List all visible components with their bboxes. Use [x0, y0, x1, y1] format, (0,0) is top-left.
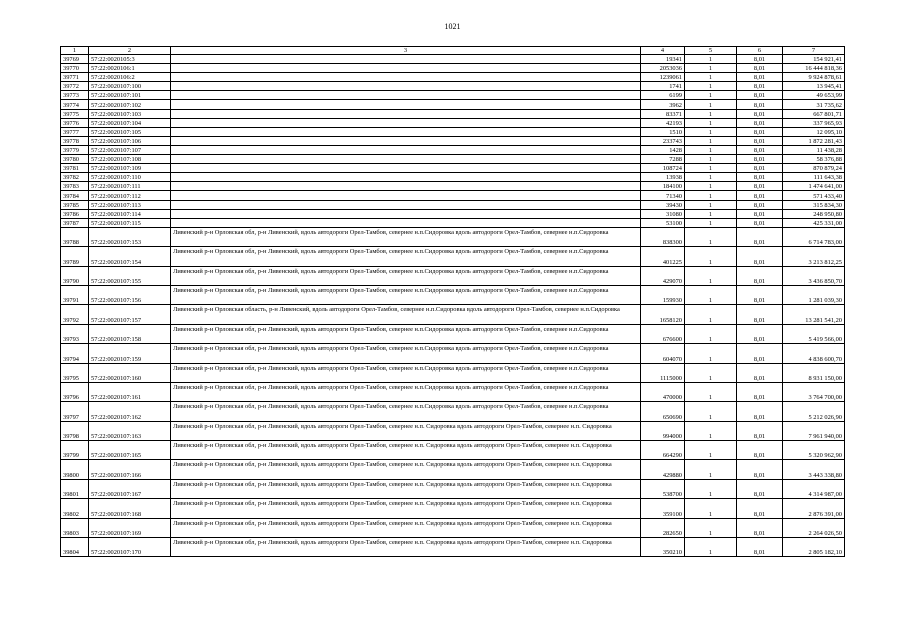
cadastral-number: 57:22:0020107:169 — [89, 518, 171, 537]
address-cell — [171, 55, 641, 64]
row-number: 39798 — [61, 421, 89, 440]
address-cell: Ливенский р-н Орловская обл, р-н Ливенский, вдоль автодороги Орел-Тамбов, севернее н.п.Сидоровка вдоль автодороги Орел-Тамбов, севернее н.п.Сидоровка — [171, 285, 641, 304]
rate-cell: 8,01 — [737, 109, 783, 118]
rate-cell: 8,01 — [737, 173, 783, 182]
row-number: 39793 — [61, 324, 89, 343]
row-number: 39787 — [61, 218, 89, 227]
column-header: 7 — [783, 47, 845, 55]
cost-cell: 49 653,99 — [783, 91, 845, 100]
area-cell: 71340 — [641, 191, 685, 200]
count-cell: 1 — [685, 363, 737, 382]
table-row — [61, 145, 845, 154]
table-row — [61, 136, 845, 145]
area-cell: 1428 — [641, 145, 685, 154]
rate-cell: 8,01 — [737, 227, 783, 246]
column-header: 2 — [89, 47, 171, 55]
table-row — [61, 227, 845, 246]
rate-cell: 8,01 — [737, 191, 783, 200]
table-row — [61, 100, 845, 109]
area-cell: 159930 — [641, 285, 685, 304]
cadastral-number: 57:22:0020107:104 — [89, 118, 171, 127]
cost-cell: 7 961 940,00 — [783, 421, 845, 440]
area-cell: 604070 — [641, 344, 685, 363]
table-row — [61, 191, 845, 200]
count-cell: 1 — [685, 305, 737, 324]
cost-cell: 1 872 281,43 — [783, 136, 845, 145]
rate-cell: 8,01 — [737, 266, 783, 285]
cadastral-number: 57:22:0020107:166 — [89, 460, 171, 479]
rate-cell: 8,01 — [737, 82, 783, 91]
area-cell: 470000 — [641, 382, 685, 401]
cadastral-number: 57:22:0020107:159 — [89, 344, 171, 363]
cadastral-number: 57:22:0020107:113 — [89, 200, 171, 209]
cadastral-number: 57:22:0020105:3 — [89, 55, 171, 64]
area-cell: 838300 — [641, 227, 685, 246]
cost-cell: 1 474 641,00 — [783, 182, 845, 191]
cadastral-number: 57:22:0020107:107 — [89, 145, 171, 154]
rate-cell: 8,01 — [737, 209, 783, 218]
cost-cell: 3 764 700,00 — [783, 382, 845, 401]
row-number: 39769 — [61, 55, 89, 64]
column-header: 4 — [641, 47, 685, 55]
column-header: 3 — [171, 47, 641, 55]
cadastral-number: 57:22:0020107:162 — [89, 402, 171, 421]
address-cell — [171, 209, 641, 218]
count-cell: 1 — [685, 100, 737, 109]
rate-cell: 8,01 — [737, 100, 783, 109]
rate-cell: 8,01 — [737, 421, 783, 440]
area-cell: 359100 — [641, 499, 685, 518]
area-cell: 6199 — [641, 91, 685, 100]
rate-cell: 8,01 — [737, 499, 783, 518]
address-cell: Ливенский р-н Орловская обл, р-н Ливенский, вдоль автодороги Орел-Тамбов, севернее н.п.Сидоровка вдоль автодороги Орел-Тамбов, севернее н.п.Сидоровка — [171, 382, 641, 401]
address-cell: Ливенский р-н Орловская обл, р-н Ливенский, вдоль автодороги Орел-Тамбов, севернее н.п.Сидоровка вдоль автодороги Орел-Тамбов, севернее н.п.Сидоровка — [171, 324, 641, 343]
cadastral-number: 57:22:0020107:108 — [89, 155, 171, 164]
address-cell: Ливенский р-н Орловская обл, р-н Ливенский, вдоль автодороги Орел-Тамбов, севернее н.п. Сидоровка вдоль автодороги Орел-Тамбов, севернее н.п. Сидоровка — [171, 421, 641, 440]
cadastral-number: 57:22:0020107:161 — [89, 382, 171, 401]
count-cell: 1 — [685, 285, 737, 304]
cadastral-number: 57:22:0020107:101 — [89, 91, 171, 100]
area-cell: 994000 — [641, 421, 685, 440]
cadastral-number: 57:22:0020107:112 — [89, 191, 171, 200]
address-cell — [171, 218, 641, 227]
cadastral-number: 57:22:0020107:110 — [89, 173, 171, 182]
cadastral-number: 57:22:0020107:167 — [89, 479, 171, 498]
cadastral-number: 57:22:0020107:158 — [89, 324, 171, 343]
table-row — [61, 402, 845, 421]
rate-cell: 8,01 — [737, 118, 783, 127]
area-cell: 538700 — [641, 479, 685, 498]
cost-cell: 870 879,24 — [783, 164, 845, 173]
cadastral-number: 57:22:0020107:163 — [89, 421, 171, 440]
count-cell: 1 — [685, 218, 737, 227]
count-cell: 1 — [685, 182, 737, 191]
column-header: 1 — [61, 47, 89, 55]
cadastral-number: 57:22:0020107:155 — [89, 266, 171, 285]
row-number: 39789 — [61, 247, 89, 266]
rate-cell: 8,01 — [737, 91, 783, 100]
count-cell: 1 — [685, 155, 737, 164]
rate-cell: 8,01 — [737, 402, 783, 421]
rate-cell: 8,01 — [737, 363, 783, 382]
row-number: 39782 — [61, 173, 89, 182]
cadastral-number: 57:22:0020107:165 — [89, 441, 171, 460]
count-cell: 1 — [685, 73, 737, 82]
table-row — [61, 285, 845, 304]
cost-cell: 315 834,30 — [783, 200, 845, 209]
area-cell: 42193 — [641, 118, 685, 127]
count-cell: 1 — [685, 441, 737, 460]
area-cell: 676600 — [641, 324, 685, 343]
cost-cell: 16 444 818,36 — [783, 64, 845, 73]
area-cell: 282650 — [641, 518, 685, 537]
rate-cell: 8,01 — [737, 55, 783, 64]
area-cell: 19341 — [641, 55, 685, 64]
count-cell: 1 — [685, 191, 737, 200]
row-number: 39797 — [61, 402, 89, 421]
rate-cell: 8,01 — [737, 441, 783, 460]
cost-cell: 425 331,00 — [783, 218, 845, 227]
row-number: 39781 — [61, 164, 89, 173]
count-cell: 1 — [685, 460, 737, 479]
area-cell: 1510 — [641, 127, 685, 136]
cadastral-number: 57:22:0020107:168 — [89, 499, 171, 518]
area-cell: 184100 — [641, 182, 685, 191]
table-row — [61, 82, 845, 91]
count-cell: 1 — [685, 382, 737, 401]
row-number: 39776 — [61, 118, 89, 127]
count-cell: 1 — [685, 109, 737, 118]
count-cell: 1 — [685, 127, 737, 136]
cadastral-number: 57:22:0020107:156 — [89, 285, 171, 304]
area-cell: 53100 — [641, 218, 685, 227]
rate-cell: 8,01 — [737, 324, 783, 343]
area-cell: 108724 — [641, 164, 685, 173]
cadastral-number: 57:22:0020107:157 — [89, 305, 171, 324]
table-row — [61, 73, 845, 82]
area-cell: 7288 — [641, 155, 685, 164]
address-cell — [171, 127, 641, 136]
row-number: 39800 — [61, 460, 89, 479]
cost-cell: 5 419 566,00 — [783, 324, 845, 343]
row-number: 39784 — [61, 191, 89, 200]
address-cell: Ливенский р-н Орловская обл, р-н Ливенский, вдоль автодороги Орел-Тамбов, севернее н.п.Сидоровка вдоль автодороги Орел-Тамбов, севернее н.п.Сидоровка — [171, 227, 641, 246]
address-cell: Ливенский р-н Орловская обл, р-н Ливенский, вдоль автодороги Орел-Тамбов, севернее н.п. Сидоровка вдоль автодороги Орел-Тамбов, севернее н.п. Сидоровка — [171, 441, 641, 460]
cadastral-number: 57:22:0020107:170 — [89, 538, 171, 557]
rate-cell: 8,01 — [737, 305, 783, 324]
row-number: 39774 — [61, 100, 89, 109]
area-cell: 429880 — [641, 460, 685, 479]
cost-cell: 4 314 987,00 — [783, 479, 845, 498]
cost-cell: 12 095,10 — [783, 127, 845, 136]
cadastral-number: 57:22:0020107:111 — [89, 182, 171, 191]
row-number: 39791 — [61, 285, 89, 304]
rate-cell: 8,01 — [737, 136, 783, 145]
rate-cell: 8,01 — [737, 64, 783, 73]
table-row — [61, 127, 845, 136]
table-row — [61, 441, 845, 460]
table-row — [61, 200, 845, 209]
address-cell: Ливенский р-н Орловская обл, р-н Ливенский, вдоль автодороги Орел-Тамбов, севернее н.п. Сидоровка вдоль автодороги Орел-Тамбов, севернее н.п. Сидоровка — [171, 479, 641, 498]
address-cell: Ливенский р-н Орловская обл, р-н Ливенский, вдоль автодороги Орел-Тамбов, севернее н.п.Сидоровка вдоль автодороги Орел-Тамбов, севернее н.п.Сидоровка — [171, 344, 641, 363]
cost-cell: 111 643,38 — [783, 173, 845, 182]
row-number: 39796 — [61, 382, 89, 401]
row-number: 39779 — [61, 145, 89, 154]
cost-cell: 31 735,62 — [783, 100, 845, 109]
row-number: 39803 — [61, 518, 89, 537]
row-number: 39794 — [61, 344, 89, 363]
rate-cell: 8,01 — [737, 538, 783, 557]
cost-cell: 2 805 182,10 — [783, 538, 845, 557]
table-row — [61, 266, 845, 285]
address-cell — [171, 136, 641, 145]
area-cell: 664290 — [641, 441, 685, 460]
address-cell — [171, 145, 641, 154]
count-cell: 1 — [685, 402, 737, 421]
count-cell: 1 — [685, 164, 737, 173]
address-cell: Ливенский р-н Орловская обл, р-н Ливенский, вдоль автодороги Орел-Тамбов, севернее н.п. Сидоровка вдоль автодороги Орел-Тамбов, севернее н.п. Сидоровка — [171, 538, 641, 557]
cadastral-number: 57:22:0020106:2 — [89, 73, 171, 82]
cost-cell: 571 433,40 — [783, 191, 845, 200]
rate-cell: 8,01 — [737, 344, 783, 363]
address-cell: Ливенский р-н Орловская обл, р-н Ливенский, вдоль автодороги Орел-Тамбов, севернее н.п. Сидоровка вдоль автодороги Орел-Тамбов, севернее н.п. Сидоровка — [171, 499, 641, 518]
table-row — [61, 247, 845, 266]
count-cell: 1 — [685, 136, 737, 145]
count-cell: 1 — [685, 91, 737, 100]
cadastral-number: 57:22:0020107:154 — [89, 247, 171, 266]
area-cell: 650690 — [641, 402, 685, 421]
table-header-row — [61, 47, 845, 55]
address-cell — [171, 109, 641, 118]
row-number: 39785 — [61, 200, 89, 209]
table-row — [61, 479, 845, 498]
column-header: 6 — [737, 47, 783, 55]
cost-cell: 154 921,41 — [783, 55, 845, 64]
row-number: 39802 — [61, 499, 89, 518]
area-cell: 3962 — [641, 100, 685, 109]
rate-cell: 8,01 — [737, 518, 783, 537]
cost-cell: 8 931 150,00 — [783, 363, 845, 382]
count-cell: 1 — [685, 200, 737, 209]
address-cell: Ливенский р-н Орловская обл, р-н Ливенский, вдоль автодороги Орел-Тамбов, севернее н.п.Сидоровка вдоль автодороги Орел-Тамбов, севернее н.п.Сидоровка — [171, 363, 641, 382]
rate-cell: 8,01 — [737, 218, 783, 227]
table-row — [61, 209, 845, 218]
cost-cell: 4 838 600,70 — [783, 344, 845, 363]
cadastral-number: 57:22:0020107:105 — [89, 127, 171, 136]
cadastral-number: 57:22:0020107:109 — [89, 164, 171, 173]
cost-cell: 337 965,93 — [783, 118, 845, 127]
table-row — [61, 155, 845, 164]
rate-cell: 8,01 — [737, 155, 783, 164]
cost-cell: 5 212 026,90 — [783, 402, 845, 421]
address-cell — [171, 182, 641, 191]
area-cell: 233743 — [641, 136, 685, 145]
count-cell: 1 — [685, 499, 737, 518]
cost-cell: 9 924 878,61 — [783, 73, 845, 82]
count-cell: 1 — [685, 344, 737, 363]
count-cell: 1 — [685, 479, 737, 498]
cost-cell: 5 320 962,90 — [783, 441, 845, 460]
row-number: 39780 — [61, 155, 89, 164]
rate-cell: 8,01 — [737, 73, 783, 82]
rate-cell: 8,01 — [737, 382, 783, 401]
cost-cell: 248 950,80 — [783, 209, 845, 218]
rate-cell: 8,01 — [737, 479, 783, 498]
address-cell — [171, 118, 641, 127]
address-cell — [171, 191, 641, 200]
rate-cell: 8,01 — [737, 145, 783, 154]
page-number: 1021 — [444, 22, 461, 31]
table-row — [61, 109, 845, 118]
address-cell — [171, 91, 641, 100]
table-row — [61, 182, 845, 191]
row-number: 39792 — [61, 305, 89, 324]
table-row — [61, 363, 845, 382]
table-row — [61, 421, 845, 440]
rate-cell: 8,01 — [737, 127, 783, 136]
address-cell: Ливенский р-н Орловская обл, р-н Ливенский, вдоль автодороги Орел-Тамбов, севернее н.п.Сидоровка вдоль автодороги Орел-Тамбов, севернее н.п.Сидоровка — [171, 247, 641, 266]
table-row — [61, 460, 845, 479]
cost-cell: 13 945,41 — [783, 82, 845, 91]
count-cell: 1 — [685, 145, 737, 154]
table-row — [61, 344, 845, 363]
row-number: 39790 — [61, 266, 89, 285]
area-cell: 1115000 — [641, 363, 685, 382]
count-cell: 1 — [685, 55, 737, 64]
cadastral-number: 57:22:0020107:100 — [89, 82, 171, 91]
address-cell: Ливенский р-н Орловская обл, р-н Ливенский, вдоль автодороги Орел-Тамбов, севернее н.п. Сидоровка вдоль автодороги Орел-Тамбов, севернее н.п. Сидоровка — [171, 518, 641, 537]
row-number: 39773 — [61, 91, 89, 100]
area-cell: 401225 — [641, 247, 685, 266]
address-cell: Ливенский р-н Орловская обл, р-н Ливенский, вдоль автодороги Орел-Тамбов, севернее н.п. Сидоровка вдоль автодороги Орел-Тамбов, севернее н.п. Сидоровка — [171, 460, 641, 479]
land-register-table — [60, 46, 845, 557]
cadastral-number: 57:22:0020107:114 — [89, 209, 171, 218]
rate-cell: 8,01 — [737, 247, 783, 266]
cost-cell: 2 264 026,50 — [783, 518, 845, 537]
table-row — [61, 324, 845, 343]
row-number: 39770 — [61, 64, 89, 73]
table-row — [61, 173, 845, 182]
cost-cell: 2 876 391,00 — [783, 499, 845, 518]
table-row — [61, 218, 845, 227]
count-cell: 1 — [685, 209, 737, 218]
table-row — [61, 55, 845, 64]
row-number: 39775 — [61, 109, 89, 118]
rate-cell: 8,01 — [737, 460, 783, 479]
address-cell — [171, 73, 641, 82]
area-cell: 13938 — [641, 173, 685, 182]
cost-cell: 6 714 783,00 — [783, 227, 845, 246]
cadastral-number: 57:22:0020107:160 — [89, 363, 171, 382]
address-cell — [171, 164, 641, 173]
count-cell: 1 — [685, 247, 737, 266]
cadastral-number: 57:22:0020106:1 — [89, 64, 171, 73]
cadastral-number: 57:22:0020107:106 — [89, 136, 171, 145]
address-cell — [171, 82, 641, 91]
table-row — [61, 382, 845, 401]
address-cell: Ливенский р-н Орловская область, р-н Ливенский, вдоль автодороги Орел-Тамбов, севернее н.п.Сидоровка вдоль автодороги Орел-Тамбов, севернее н.п.Сидоровка — [171, 305, 641, 324]
row-number: 39801 — [61, 479, 89, 498]
count-cell: 1 — [685, 227, 737, 246]
cost-cell: 1 281 039,30 — [783, 285, 845, 304]
rate-cell: 8,01 — [737, 182, 783, 191]
area-cell: 83371 — [641, 109, 685, 118]
cost-cell: 3 443 338,80 — [783, 460, 845, 479]
table-row — [61, 64, 845, 73]
rate-cell: 8,01 — [737, 285, 783, 304]
table-row — [61, 518, 845, 537]
row-number: 39778 — [61, 136, 89, 145]
row-number: 39786 — [61, 209, 89, 218]
address-cell — [171, 173, 641, 182]
address-cell — [171, 100, 641, 109]
area-cell: 429070 — [641, 266, 685, 285]
area-cell: 2053036 — [641, 64, 685, 73]
cost-cell: 667 801,71 — [783, 109, 845, 118]
row-number: 39783 — [61, 182, 89, 191]
count-cell: 1 — [685, 266, 737, 285]
count-cell: 1 — [685, 64, 737, 73]
table-row — [61, 305, 845, 324]
cost-cell: 11 438,28 — [783, 145, 845, 154]
rate-cell: 8,01 — [737, 164, 783, 173]
address-cell: Ливенский р-н Орловская обл, р-н Ливенский, вдоль автодороги Орел-Тамбов, севернее н.п.Сидоровка вдоль автодороги Орел-Тамбов, севернее н.п.Сидоровка — [171, 266, 641, 285]
table-row — [61, 499, 845, 518]
address-cell — [171, 155, 641, 164]
count-cell: 1 — [685, 421, 737, 440]
area-cell: 1239061 — [641, 73, 685, 82]
cost-cell: 13 281 541,20 — [783, 305, 845, 324]
row-number: 39788 — [61, 227, 89, 246]
table-row — [61, 118, 845, 127]
count-cell: 1 — [685, 324, 737, 343]
count-cell: 1 — [685, 538, 737, 557]
table-row — [61, 538, 845, 557]
address-cell — [171, 200, 641, 209]
cadastral-number: 57:22:0020107:115 — [89, 218, 171, 227]
row-number: 39772 — [61, 82, 89, 91]
count-cell: 1 — [685, 518, 737, 537]
area-cell: 1658120 — [641, 305, 685, 324]
cadastral-number: 57:22:0020107:103 — [89, 109, 171, 118]
row-number: 39777 — [61, 127, 89, 136]
area-cell: 1741 — [641, 82, 685, 91]
area-cell: 31080 — [641, 209, 685, 218]
area-cell: 350210 — [641, 538, 685, 557]
table-row — [61, 91, 845, 100]
rate-cell: 8,01 — [737, 200, 783, 209]
address-cell: Ливенский р-н Орловская обл, р-н Ливенский, вдоль автодороги Орел-Тамбов, севернее н.п.Сидоровка вдоль автодороги Орел-Тамбов, севернее н.п.Сидоровка — [171, 402, 641, 421]
row-number: 39771 — [61, 73, 89, 82]
cost-cell: 3 436 850,70 — [783, 266, 845, 285]
area-cell: 39430 — [641, 200, 685, 209]
row-number: 39804 — [61, 538, 89, 557]
row-number: 39795 — [61, 363, 89, 382]
cost-cell: 3 213 812,25 — [783, 247, 845, 266]
address-cell — [171, 64, 641, 73]
column-header: 5 — [685, 47, 737, 55]
count-cell: 1 — [685, 118, 737, 127]
table-row — [61, 164, 845, 173]
cadastral-number: 57:22:0020107:153 — [89, 227, 171, 246]
cadastral-number: 57:22:0020107:102 — [89, 100, 171, 109]
count-cell: 1 — [685, 173, 737, 182]
row-number: 39799 — [61, 441, 89, 460]
cost-cell: 58 376,88 — [783, 155, 845, 164]
count-cell: 1 — [685, 82, 737, 91]
